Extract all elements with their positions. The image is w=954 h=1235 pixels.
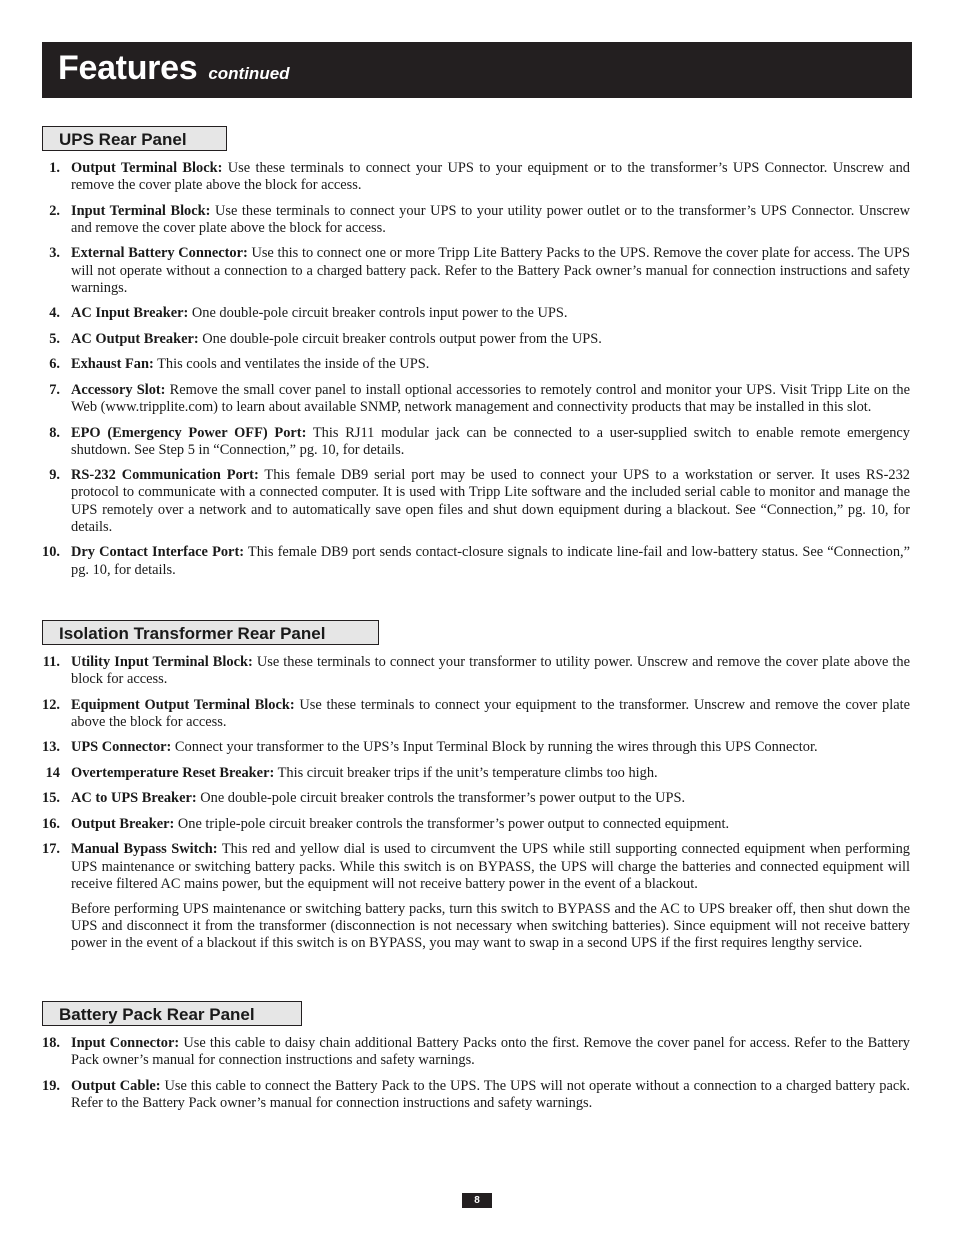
item-text: This RJ11 modular jack can be connected to a user-supplied switch to enable remote emergency shutdown. See Step 5 in “Connection,” pg. 10, for details. xyxy=(71,424,910,458)
item-label: Exhaust Fan: xyxy=(71,356,154,373)
item-text: One double-pole circuit breaker controls the transformer’s power output to the UPS. xyxy=(196,790,686,807)
list-item xyxy=(42,382,910,416)
item-list xyxy=(42,654,912,953)
list-item xyxy=(42,841,910,952)
item-text: Use these terminals to connect your UPS to your equipment or to the transformer’s UPS Connector. Unscrew and remove the cover plate above the block for access. xyxy=(71,160,910,194)
item-list xyxy=(42,1035,912,1112)
list-item xyxy=(42,1035,910,1069)
item-text: Remove the small cover panel to install optional accessories to remotely control and monitor your UPS. Visit Tripp Lite on the Web (www.tripplite.com) to learn about available SNMP, network management and connectivity products that may be installed in this slot. xyxy=(71,381,910,416)
item-label: AC Output Breaker: xyxy=(71,330,199,347)
item-text: This circuit breaker trips if the unit’s temperature climbs too high. xyxy=(274,764,658,781)
list-item xyxy=(42,1078,910,1112)
section-heading: Isolation Transformer Rear Panel xyxy=(42,620,379,645)
item-number: 19. xyxy=(42,1077,60,1094)
item-number: 1. xyxy=(49,160,60,176)
item-number: 4. xyxy=(49,305,60,322)
list-item xyxy=(42,356,910,373)
list-item xyxy=(42,739,910,756)
item-label: Equipment Output Terminal Block: xyxy=(71,696,295,713)
item-label: Dry Contact Interface Port: xyxy=(71,544,245,561)
item-text: This female DB9 serial port may be used to connect your UPS to a workstation or server. It uses RS-232 protocol to communicate with a connected computer. It is used with Tripp Lite software and the included serial cable to monitor and manage the UPS remotely over a network and to automatically save open files and shut down equipment during a blackout. See “Connection,” pg. 10, for details. xyxy=(71,467,910,535)
item-label: Input Connector: xyxy=(71,1035,180,1051)
section-ups-rear-panel xyxy=(42,126,912,587)
section-heading: Battery Pack Rear Panel xyxy=(42,1001,302,1026)
item-label: External Battery Connector: xyxy=(71,245,248,262)
item-text: Use this cable to connect the Battery Pack to the UPS. The UPS will not operate without a connection to a charged battery pack. Refer to the Battery Pack owner’s manual for connection instructions and safety warnings. xyxy=(71,1077,911,1111)
list-item xyxy=(42,203,910,237)
item-text: One double-pole circuit breaker controls input power to the UPS. xyxy=(188,305,568,322)
item-number: 17. xyxy=(42,841,60,858)
item-label: AC Input Breaker: xyxy=(71,305,189,322)
list-item xyxy=(42,654,910,688)
item-label: Output Terminal Block: xyxy=(71,160,223,176)
item-text: Use these terminals to connect your UPS to your utility power outlet or to the transformer’s UPS Connector. Unscrew and remove the cover plate above the block for access. xyxy=(71,202,911,236)
item-text: This red and yellow dial is used to circumvent the UPS while still supporting connected equipment when performing UPS maintenance or switching battery packs. While this switch is on BYPASS, the UPS will charge the batteries and connected equipment will receive filtered AC mains power, but the equipment will not receive battery power in the event of a blackout. xyxy=(71,841,910,892)
item-number: 2. xyxy=(49,202,60,219)
list-item xyxy=(42,331,910,348)
item-label: Manual Bypass Switch: xyxy=(71,841,218,858)
item-text: Use these terminals to connect your transformer to utility power. Unscrew and remove the cover plate above the block for access. xyxy=(71,654,911,688)
list-item xyxy=(42,467,910,536)
item-list xyxy=(42,160,912,579)
item-label: RS-232 Communication Port: xyxy=(71,467,259,484)
item-number: 8. xyxy=(49,424,60,441)
item-text: Use these terminals to connect your equipment to the transformer. Unscrew and remove the cover plate above the block for access. xyxy=(71,696,910,730)
item-number: 16. xyxy=(42,815,60,832)
item-label: UPS Connector: xyxy=(71,739,172,756)
item-text: This female DB9 port sends contact-closure signals to indicate line-fail and low-battery status. See “Connection,” pg. 10, for details. xyxy=(71,544,910,578)
list-item xyxy=(42,160,910,194)
item-number: 11. xyxy=(42,654,60,670)
item-number: 6. xyxy=(49,356,60,373)
list-item xyxy=(42,816,910,833)
item-number: 15. xyxy=(42,790,60,807)
item-number: 13. xyxy=(42,739,60,756)
list-item xyxy=(42,697,910,731)
item-number: 5. xyxy=(49,330,60,347)
section-isolation-transformer-rear-panel xyxy=(42,620,912,961)
list-item xyxy=(42,765,910,782)
item-number: 3. xyxy=(49,245,60,262)
item-label: Utility Input Terminal Block: xyxy=(71,654,253,670)
section-heading: UPS Rear Panel xyxy=(42,126,227,151)
item-number: 10. xyxy=(42,544,60,561)
list-item xyxy=(42,245,910,297)
item-paragraph: Before performing UPS maintenance or switching battery packs, turn this switch to BYPASS and the AC to UPS breaker off, then shut down the UPS and disconnect it from the transformer (disconnection is not necessary when switching batteries). Since equipment will not receive battery power in the event of a blackout if this switch is on BYPASS, you may want to swap in a second UPS if the first requires lengthy service. xyxy=(71,901,910,952)
item-text: One triple-pole circuit breaker controls the transformer’s power output to connected equipment. xyxy=(174,815,730,832)
item-text: One double-pole circuit breaker controls output power from the UPS. xyxy=(198,330,602,347)
page-header xyxy=(42,42,912,98)
item-text: This cools and ventilates the inside of the UPS. xyxy=(153,356,430,373)
item-label: Accessory Slot: xyxy=(71,381,166,398)
page-number: 8 xyxy=(462,1193,492,1208)
item-label: AC to UPS Breaker: xyxy=(71,790,197,807)
item-label: Overtemperature Reset Breaker: xyxy=(71,764,275,781)
item-number: 18. xyxy=(42,1035,60,1051)
item-label: Output Cable: xyxy=(71,1077,161,1094)
section-battery-pack-rear-panel xyxy=(42,1001,912,1120)
list-item xyxy=(42,790,910,807)
item-text: Connect your transformer to the UPS’s Input Terminal Block by running the wires through this UPS Connector. xyxy=(171,739,818,756)
list-item xyxy=(42,305,910,322)
item-number: 7. xyxy=(49,381,60,398)
item-label: EPO (Emergency Power OFF) Port: xyxy=(71,424,307,441)
item-text: Use this cable to daisy chain additional Battery Packs onto the first. Remove the cover panel for access. Refer to the Battery Pack owner’s manual for connection instructions and safety warnings. xyxy=(71,1035,910,1069)
item-label: Output Breaker: xyxy=(71,815,175,832)
list-item xyxy=(42,544,910,578)
page-title: Features xyxy=(58,49,198,87)
item-text: Use this to connect one or more Tripp Lite Battery Packs to the UPS. Remove the cover plate for access. The UPS will not operate without a connection to a charged battery pack. Refer to the Battery Pack owner’s manual for connection instructions and safety warnings. xyxy=(71,245,911,296)
item-number: 12. xyxy=(42,696,60,713)
page-subtitle: continued xyxy=(208,64,290,83)
item-label: Input Terminal Block: xyxy=(71,202,211,219)
item-number: 14 xyxy=(45,764,60,781)
list-item xyxy=(42,425,910,459)
item-number: 9. xyxy=(49,467,60,484)
